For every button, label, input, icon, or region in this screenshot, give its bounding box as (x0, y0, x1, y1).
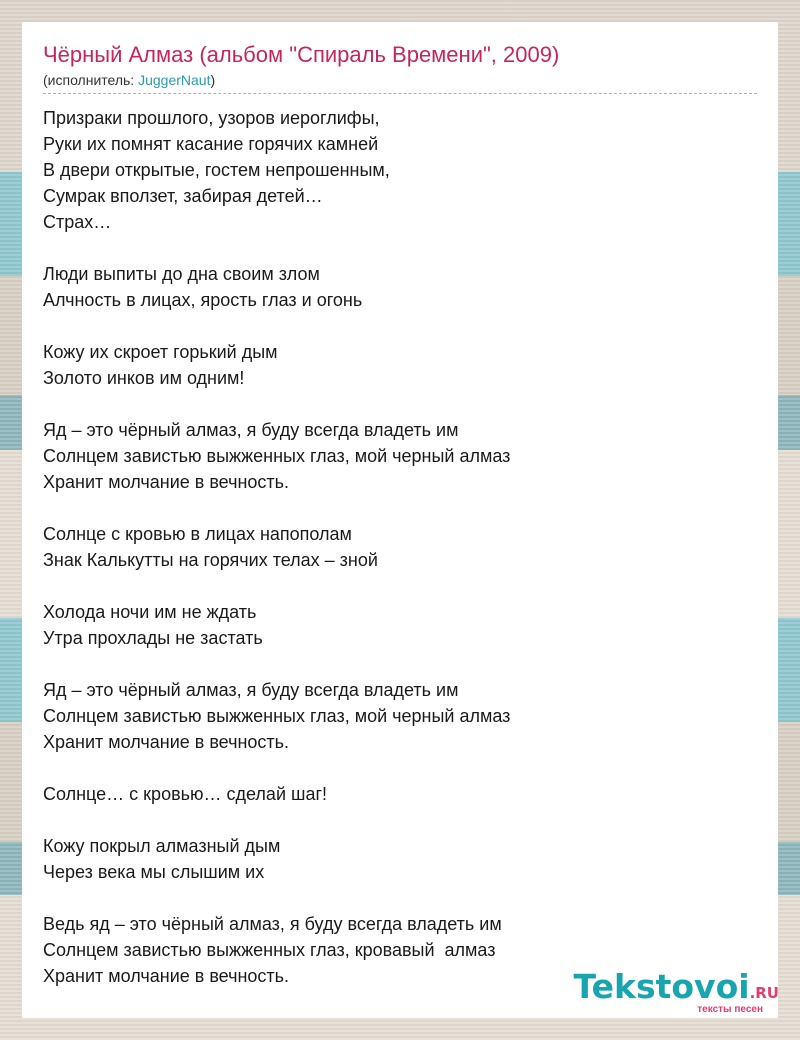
lyric-line: В двери открытые, гостем непрошенным, (43, 160, 390, 180)
lyric-line: Холода ночи им не ждать (43, 602, 257, 622)
lyric-line: Солнцем завистью выжженных глаз, мой черный алмаз (43, 706, 511, 726)
lyric-line: Знак Калькутты на горячих телах – зной (43, 550, 378, 570)
logo-name: Tekstovoi (573, 967, 750, 1006)
lyric-line: Солнце… с кровью… сделай шаг! (43, 784, 328, 804)
lyric-line: Утра прохлады не застать (43, 628, 263, 648)
lyric-line: Яд – это чёрный алмаз, я буду всегда владеть им (43, 680, 459, 700)
lyric-line: Хранит молчание в вечность. (43, 472, 290, 492)
lyric-line: Ведь яд – это чёрный алмаз, я буду всегда владеть им (43, 914, 502, 934)
lyric-line: Солнцем завистью выжженных глаз, кровавый алмаз (43, 940, 496, 960)
song-title: Чёрный Алмаз (альбом "Спираль Времени", 2009) (43, 42, 560, 67)
stanza-gap (43, 885, 757, 911)
lyric-line: Солнцем завистью выжженных глаз, мой черный алмаз (43, 446, 511, 466)
stanza-gap (43, 391, 757, 417)
stanza-gap (43, 651, 757, 677)
lyric-line: Хранит молчание в вечность. (43, 966, 290, 986)
lyric-line: Золото инков им одним! (43, 368, 245, 388)
lyric-line: Страх… (43, 212, 112, 232)
lyrics-text (43, 105, 757, 989)
site-logo[interactable] (569, 967, 779, 1020)
artist-line (43, 72, 215, 88)
stanza-gap (43, 235, 757, 261)
artist-suffix: ) (210, 72, 216, 88)
lyric-line: Сумрак вползет, забирая детей… (43, 186, 323, 206)
stanza-gap (43, 573, 757, 599)
stanza-gap (43, 807, 757, 833)
lyric-line: Призраки прошлого, узоров иероглифы, (43, 108, 380, 128)
stanza-gap (43, 313, 757, 339)
lyric-line: Яд – это чёрный алмаз, я буду всегда владеть им (43, 420, 459, 440)
lyric-line: Через века мы слышим их (43, 862, 265, 882)
lyrics-card (22, 22, 778, 1018)
artist-link[interactable]: JuggerNaut (138, 72, 211, 88)
lyric-line: Кожу их скроет горький дым (43, 342, 278, 362)
lyric-line: Кожу покрыл алмазный дым (43, 836, 281, 856)
stanza-gap (43, 495, 757, 521)
artist-prefix: (исполнитель: (43, 72, 139, 88)
lyric-line: Алчность в лицах, ярость глаз и огонь (43, 290, 363, 310)
title-divider (43, 93, 757, 94)
lyric-line: Хранит молчание в вечность. (43, 732, 290, 752)
lyric-line: Руки их помнят касание горячих камней (43, 134, 379, 154)
lyric-line: Люди выпиты до дна своим злом (43, 264, 320, 284)
logo-tagline: тексты песен (697, 1004, 763, 1015)
logo-tld: .RU (749, 984, 779, 1002)
stanza-gap (43, 755, 757, 781)
lyric-line: Солнце с кровью в лицах напополам (43, 524, 352, 544)
